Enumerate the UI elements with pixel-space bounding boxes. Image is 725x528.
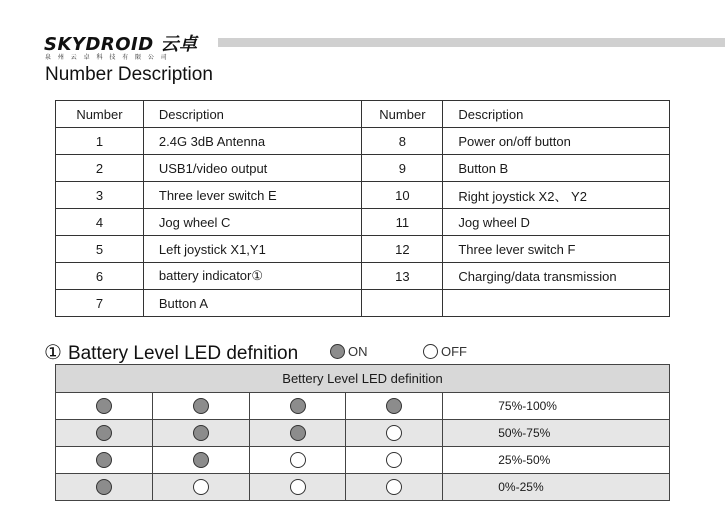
item-description: Three lever switch F <box>443 236 670 263</box>
item-number: 8 <box>362 128 443 155</box>
table-row <box>56 155 670 182</box>
item-number: 9 <box>362 155 443 182</box>
led-section-title <box>44 340 298 365</box>
item-description: Jog wheel D <box>443 209 670 236</box>
item-description: Button B <box>443 155 670 182</box>
led-row <box>56 420 670 447</box>
column-header: Description <box>143 101 362 128</box>
item-number: 4 <box>56 209 144 236</box>
battery-level-label: 75%-100% <box>443 393 670 420</box>
led-indicator-icon <box>290 452 306 468</box>
brand-logo: SKYDROID 云卓 <box>44 34 198 55</box>
column-header: Number <box>56 101 144 128</box>
item-number: 12 <box>362 236 443 263</box>
led-indicator-icon <box>386 425 402 441</box>
item-description: Three lever switch E <box>143 182 362 209</box>
battery-level-label: 50%-75% <box>443 420 670 447</box>
led-indicator-icon <box>193 398 209 414</box>
item-number: 7 <box>56 290 144 317</box>
header-divider-bar <box>218 38 725 47</box>
item-description: 2.4G 3dB Antenna <box>143 128 362 155</box>
circled-number-marker: ① <box>44 342 62 364</box>
table-row <box>56 236 670 263</box>
legend-off-label: OFF <box>441 344 467 359</box>
item-description: USB1/video output <box>143 155 362 182</box>
column-header: Number <box>362 101 443 128</box>
led-row <box>56 393 670 420</box>
table-row <box>56 263 670 290</box>
item-description: battery indicator① <box>143 263 362 290</box>
number-description-table <box>55 100 670 317</box>
item-description <box>443 290 670 317</box>
item-number: 11 <box>362 209 443 236</box>
item-number <box>362 290 443 317</box>
led-indicator-icon <box>193 452 209 468</box>
led-indicator-icon <box>386 452 402 468</box>
empty-circle-icon <box>423 344 438 359</box>
led-indicator-icon <box>290 479 306 495</box>
battery-level-label: 0%-25% <box>443 474 670 501</box>
led-row <box>56 447 670 474</box>
item-description: Jog wheel C <box>143 209 362 236</box>
item-description: Power on/off button <box>443 128 670 155</box>
led-indicator-icon <box>290 425 306 441</box>
filled-circle-icon <box>330 344 345 359</box>
item-number: 3 <box>56 182 144 209</box>
led-table-header-row <box>56 365 670 393</box>
table-row <box>56 209 670 236</box>
item-number: 6 <box>56 263 144 290</box>
led-section-title-text: Battery Level LED defnition <box>67 343 299 364</box>
led-indicator-icon <box>290 398 306 414</box>
led-indicator-icon <box>96 479 112 495</box>
item-number: 1 <box>56 128 144 155</box>
item-number: 10 <box>362 182 443 209</box>
item-description: Button A <box>143 290 362 317</box>
legend-on-label: ON <box>348 344 368 359</box>
battery-led-table <box>55 364 670 501</box>
table-row <box>56 182 670 209</box>
item-number: 13 <box>362 263 443 290</box>
table-header-row <box>56 101 670 128</box>
brand-subtitle: 泉 州 云 卓 科 技 有 限 公 司 <box>45 55 170 61</box>
led-indicator-icon <box>386 479 402 495</box>
legend-off <box>423 344 467 359</box>
section-title: Number Description <box>45 64 213 85</box>
led-indicator-icon <box>193 479 209 495</box>
item-description: Right joystick X2、 Y2 <box>443 182 670 209</box>
legend-on <box>330 344 368 359</box>
item-number: 2 <box>56 155 144 182</box>
battery-level-label: 25%-50% <box>443 447 670 474</box>
item-number: 5 <box>56 236 144 263</box>
column-header: Description <box>443 101 670 128</box>
led-indicator-icon <box>193 425 209 441</box>
led-row <box>56 474 670 501</box>
item-description: Charging/data transmission <box>443 263 670 290</box>
led-indicator-icon <box>386 398 402 414</box>
led-table-header: Bettery Level LED definition <box>56 365 670 393</box>
led-indicator-icon <box>96 425 112 441</box>
led-indicator-icon <box>96 398 112 414</box>
table-row <box>56 290 670 317</box>
table-row <box>56 128 670 155</box>
item-description: Left joystick X1,Y1 <box>143 236 362 263</box>
led-indicator-icon <box>96 452 112 468</box>
